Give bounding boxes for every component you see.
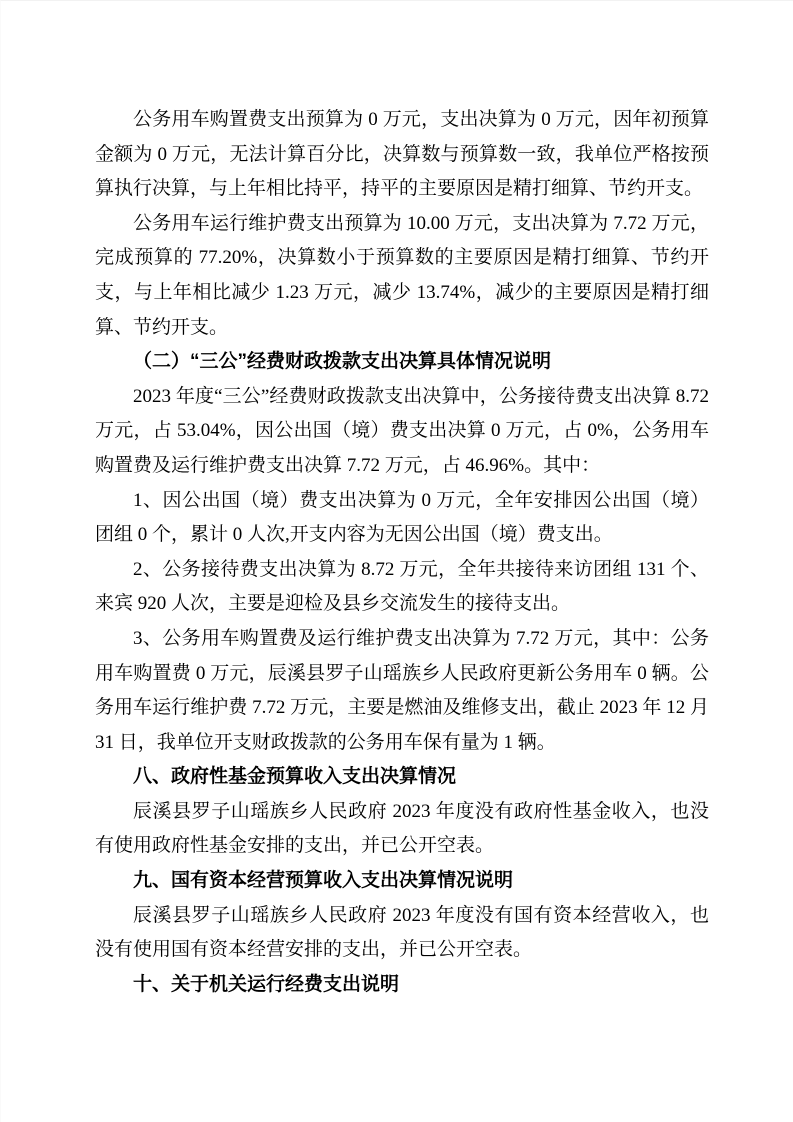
- paragraph-state-capital-statement: 辰溪县罗子山瑶族乡人民政府 2023 年度没有国有资本经营收入，也没有使用国有资本经营安排的支出，并已公开空表。: [95, 904, 709, 961]
- heading-government-fund-budget: 八、政府性基金预算收入支出决算情况: [133, 766, 457, 788]
- paragraph-government-fund-statement: 辰溪县罗子山瑶族乡人民政府 2023 年度没有政府性基金收入，也没有使用政府性基金安排的支出，并已公开空表。: [95, 800, 709, 857]
- heading-agency-operating-expenses: 十、关于机关运行经费支出说明: [133, 973, 400, 995]
- heading-three-public-funds-detail: （二）“三公”经费财政拨款支出决算具体情况说明: [133, 351, 552, 373]
- document-content: [95, 103, 709, 1002]
- paragraph-item-2-official-reception: 2、公务接待费支出决算为 8.72 万元，全年共接待来访团组 131 个、来宾 920 人次，主要是迎检及县乡交流发生的接待支出。: [95, 558, 709, 615]
- paragraph-item-3-vehicle-expenses: 3、公务用车购置费及运行维护费支出决算为 7.72 万元，其中：公务用车购置费 0 万元，辰溪县罗子山瑶族乡人民政府更新公务用车 0 辆。公务用车运行维护费 7.72 万元，主要是燃油及维修支出，截止 2023 年 12 月 31 日，我单位开支财政拨款的公务用车保有量为 1 辆。: [95, 627, 709, 753]
- paragraph-three-public-funds-overview: 2023 年度“三公”经费财政拨款支出决算中，公务接待费支出决算 8.72 万元，占 53.04%，因公出国（境）费支出决算 0 万元，占 0%，公务用车购置费及运行维护费支出决算 7.72 万元，占 46.96%。其中：: [95, 385, 709, 476]
- paragraph-vehicle-maintenance-budget: 公务用车运行维护费支出预算为 10.00 万元，支出决算为 7.72 万元，完成预算的 77.20%，决算数小于预算数的主要原因是精打细算、节约开支，与上年相比减少 1.23 万元，减少 13.74%，减少的主要原因是精打细算、节约开支。: [95, 212, 709, 338]
- paragraph-vehicle-purchase-budget: 公务用车购置费支出预算为 0 万元，支出决算为 0 万元，因年初预算金额为 0 万元，无法计算百分比，决算数与预算数一致，我单位严格按预算执行决算，与上年相比持平，持平的主要原因是精打细算、节约开支。: [95, 109, 709, 200]
- heading-state-capital-budget: 九、国有资本经营预算收入支出决算情况说明: [133, 870, 514, 892]
- paragraph-item-1-overseas-trips: 1、因公出国（境）费支出决算为 0 万元，全年安排因公出国（境）团组 0 个，累计 0 人次,开支内容为无因公出国（境）费支出。: [95, 489, 709, 546]
